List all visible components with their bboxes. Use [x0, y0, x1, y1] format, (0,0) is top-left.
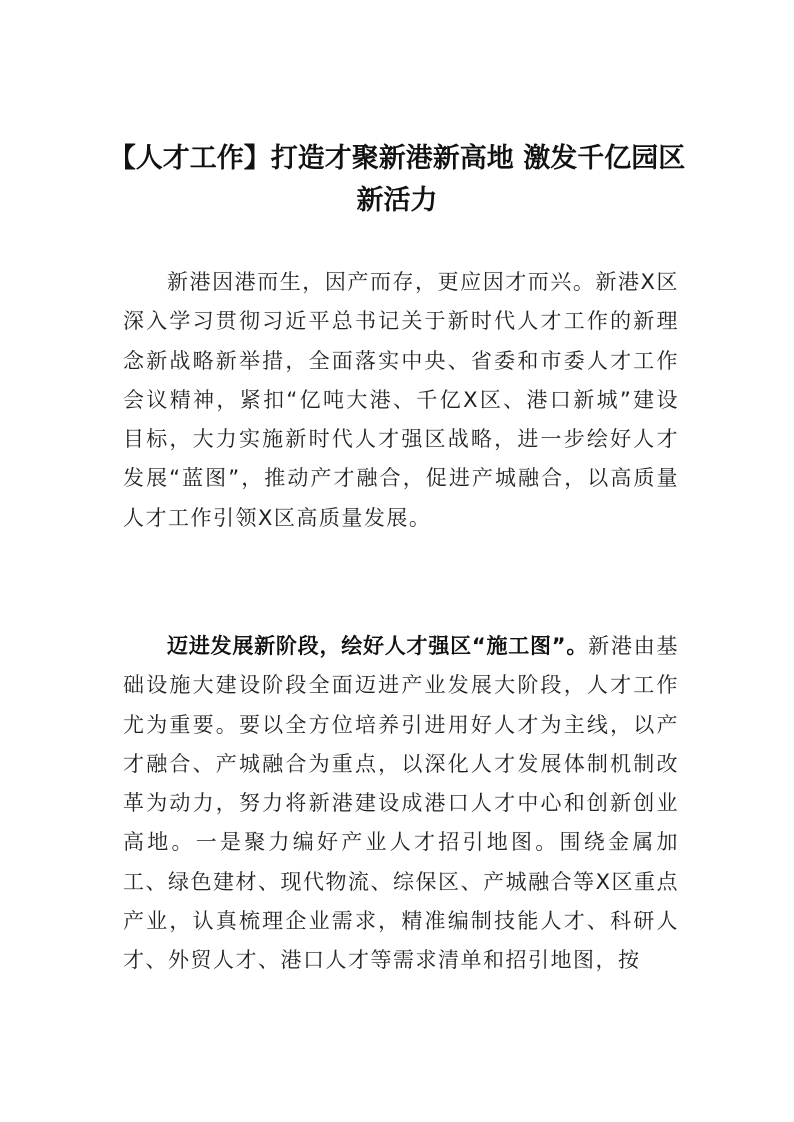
- paragraph-text: 新港因港而生，因产而存，更应因才而兴。新港X区深入学习贯彻习近平总书记关于新时代人才工作的新理念新战略新举措，全面落实中央、省委和市委人才工作会议精神，紧扣“亿吨大港、千亿X区、港口新城”建设目标，大力实施新时代人才强区战略，进一步绘好人才发展“蓝图”，推动产才融合，促进产城融合，以高质量人才工作引领X区高质量发展。: [123, 270, 679, 530]
- paragraph-lead-heading: 迈进发展新阶段，绘好人才强区“施工图”。: [167, 634, 589, 658]
- paragraph-text: 新港由基础设施大建设阶段全面迈进产业发展大阶段，人才工作尤为重要。要以全方位培养引进用好人才为主线，以产才融合、产城融合为重点，以深化人才发展体制机制改革为动力，努力将新港建设成港口人才中心和创新创业高地。一是聚力编好产业人才招引地图。围绕金属加工、绿色建材、现代物流、综保区、产城融合等X区重点产业，认真梳理企业需求，精准编制技能人才、科研人才、外贸人才、港口人才等需求清单和招引地图，按: [123, 634, 680, 973]
- paragraph-intro: [123, 263, 679, 538]
- paragraph-stage: [123, 627, 679, 981]
- document-title: 【人才工作】打造才聚新港新高地 激发千亿园区新活力: [108, 143, 686, 216]
